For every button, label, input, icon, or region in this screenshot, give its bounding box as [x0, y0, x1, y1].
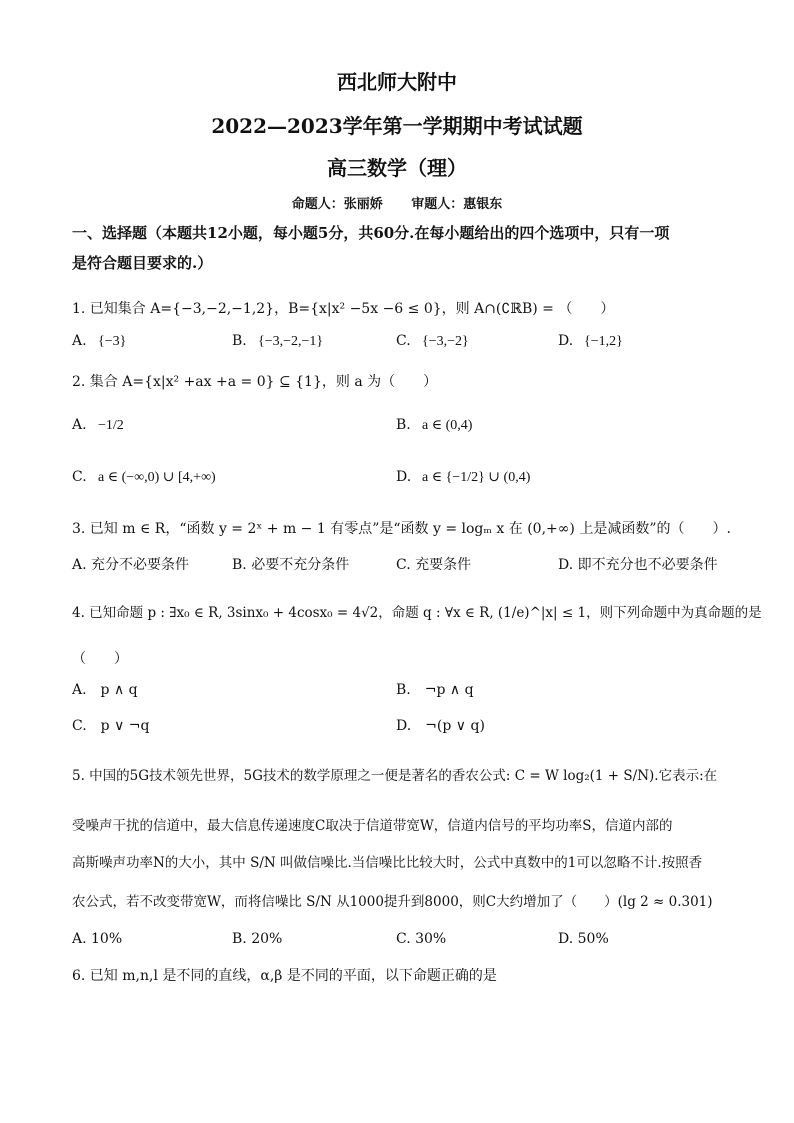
- q5-option-d: D. 50%: [558, 931, 609, 947]
- q1-option-a-key: A.: [72, 333, 87, 349]
- subject-title: 高三数学（理）: [327, 156, 467, 180]
- question-1-stem: 1. 已知集合 A={−3,−2,−1,2}，B={x|x² −5x −6 ≤ 0}，则 A∩(∁ℝB) = （ ）: [72, 301, 615, 317]
- q2-option-d-val: a ∈ {−1/2} ∪ (0,4): [422, 470, 531, 485]
- section-heading: [72, 218, 727, 278]
- q2-option-a-val: −1/2: [98, 418, 124, 433]
- question-6-stem: 6. 已知 m,n,l 是不同的直线，α,β 是不同的平面，以下命题正确的是: [72, 968, 497, 984]
- authors-line: [0, 193, 794, 212]
- question-5-line1: 5. 中国的5G技术领先世界，5G技术的数学原理之一便是著名的香农公式: C = W log₂(1 + S/N).它表示:在: [72, 768, 718, 784]
- q2-option-a: [72, 414, 124, 437]
- q1-option-d-key: D.: [558, 333, 574, 349]
- section-heading-line1: 一、选择题（本题共12小题，每小题5分，共60分.在每小题给出的四个选项中，只有一项: [72, 224, 670, 242]
- question-3-stem: 3. 已知 m ∈ R，“函数 y = 2ˣ + m − 1 有零点”是“函数 y = logₘ x 在 (0,+∞) 上是减函数”的（ ）.: [72, 521, 731, 537]
- q4-option-a: A. p ∧ q: [72, 682, 138, 698]
- section-heading-line2: 是符合题目要求的.）: [72, 254, 213, 272]
- q2-option-c: [72, 466, 216, 489]
- q2-option-b: [396, 414, 472, 437]
- q3-option-c: C. 充要条件: [396, 557, 472, 573]
- q1-option-c-key: C.: [396, 333, 411, 349]
- q1-option-c: [396, 330, 469, 353]
- q1-option-b-key: B.: [232, 333, 247, 349]
- question-4-stem: 4. 已知命题 p : ∃x₀ ∈ R, 3sinx₀ + 4cosx₀ = 4√2，命题 q : ∀x ∈ R, (1/e)^|x| ≤ 1，则下列命题中为真命题的是: [72, 605, 762, 621]
- q2-option-a-key: A.: [72, 417, 87, 433]
- question-5-line4: 农公式，若不改变带宽W，而将信噪比 S/N 从1000提升到8000，则C大约增加了（ ）(lg 2 ≈ 0.301): [72, 894, 713, 910]
- q2-option-d-key: D.: [396, 469, 412, 485]
- q1-option-a: [72, 330, 126, 353]
- q4-option-b: B. ¬p ∧ q: [396, 682, 474, 698]
- q4-option-c: C. p ∨ ¬q: [72, 718, 150, 734]
- q1-option-d-val: {−1,2}: [584, 334, 623, 349]
- q3-option-d: D. 即不充分也不必要条件: [558, 557, 718, 573]
- setter: 命题人：张丽娇: [291, 197, 383, 212]
- question-4-stem-cont: （ ）: [72, 651, 128, 667]
- q2-option-b-val: a ∈ (0,4): [422, 418, 473, 433]
- question-2-stem: 2. 集合 A={x|x² +ax +a = 0} ⊆ {1}，则 a 为（ ）: [72, 374, 438, 390]
- question-5-line3: 高斯噪声功率N的大小，其中 S/N 叫做信噪比.当信噪比比较大时，公式中真数中的1可以忽略不计.按照香: [72, 855, 703, 871]
- q5-option-c: C. 30%: [396, 931, 447, 947]
- q1-option-b-val: {−3,−2,−1}: [258, 334, 324, 349]
- exam-title: 2022—2023学年第一学期期中考试试题: [211, 114, 583, 138]
- q2-option-c-val: a ∈ (−∞,0) ∪ [4,+∞): [98, 470, 216, 485]
- q2-option-b-key: B.: [396, 417, 411, 433]
- q1-option-b: [232, 330, 323, 353]
- q3-option-b: B. 必要不充分条件: [232, 557, 350, 573]
- q3-option-a: A. 充分不必要条件: [72, 557, 190, 573]
- q2-option-c-key: C.: [72, 469, 87, 485]
- question-5-line2: 受噪声干扰的信道中，最大信息传递速度C取决于信道带宽W，信道内信号的平均功率S，信道内部的: [72, 818, 673, 834]
- q5-option-b: B. 20%: [232, 931, 283, 947]
- q2-option-d: [396, 466, 530, 489]
- q1-option-a-val: {−3}: [98, 334, 127, 349]
- q1-option-d: [558, 330, 623, 353]
- q1-option-c-val: {−3,−2}: [422, 334, 469, 349]
- school-name: 西北师大附中: [337, 70, 457, 94]
- q4-option-d: D. ¬(p ∨ q): [396, 718, 485, 734]
- q5-option-a: A. 10%: [72, 931, 123, 947]
- reviewer: 审题人：惠银东: [411, 197, 503, 212]
